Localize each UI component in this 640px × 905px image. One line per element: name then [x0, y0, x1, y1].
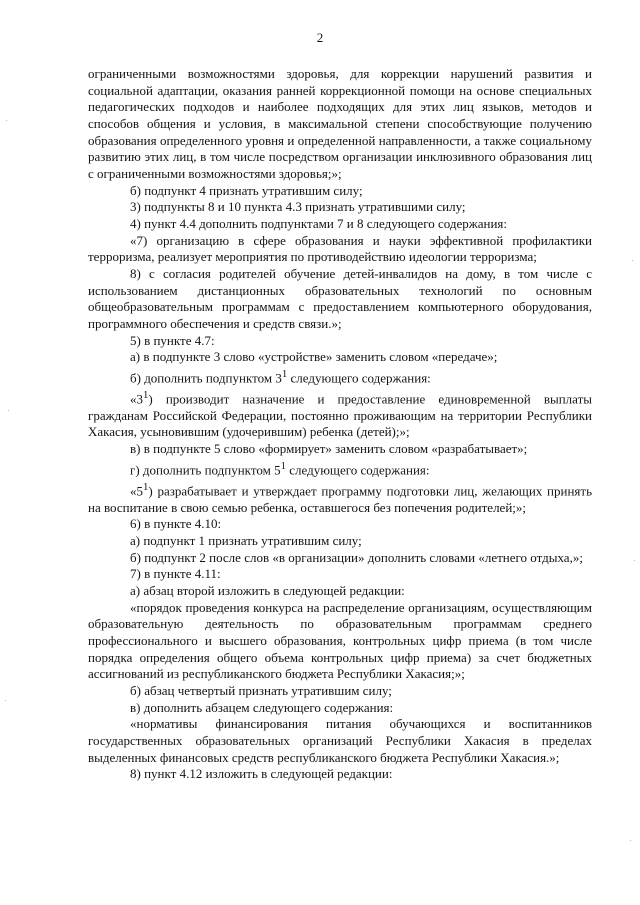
paragraph: в) дополнить абзацем следующего содержания: — [130, 699, 394, 715]
superscript: 1 — [281, 367, 288, 380]
page-number: 2 — [316, 30, 324, 45]
paragraph — [88, 479, 592, 517]
paragraph: «7) организацию в сфере образования и науки эффективной профилактики терроризма, реализует мероприятия по противодействию идеологии терроризма; — [88, 232, 592, 265]
paragraph: а) в подпункте 3 слово «устройстве» заменить словом «передаче»; — [130, 349, 498, 365]
paragraph: ограниченными возможностями здоровья, для коррекции нарушений развития и социальной адаптации, оказания ранней коррекционной помощи на основе специальных педагогических подходов и наиболее подходящих для этих лиц языков, методов и способов общения и условия, в максимальной степени способствующие получению образования определенного уровня и определенной направленности, а также социальному развитию этих лиц, в том числе посредством организации инклюзивного образования лиц с ограниченными возможностями здоровья;»; — [88, 66, 592, 181]
paragraph: а) абзац второй изложить в следующей редакции: — [130, 583, 405, 598]
paragraph: 4) пункт 4.4 дополнить подпунктами 7 и 8 следующего содержания: — [130, 215, 507, 231]
paragraph-text: «5 — [130, 483, 143, 499]
paragraph-text: г) дополнить подпунктом 5 — [130, 462, 281, 478]
paragraph: «порядок проведения конкурса на распределение организациям, осуществляющим образовательную деятельность по образовательным программам среднего профессионального и высшего образования, контрольных цифр приема (в том числе порядка определения общего объема контрольных цифр приема) за счет бюджетных ассигнований из республиканского бюджета Республики Хакасия;»; — [88, 599, 592, 682]
paragraph: а) подпункт 1 признать утратившим силу; — [130, 533, 362, 549]
paragraph: «нормативы финансирования питания обучающихся и воспитанников государственных образовательных организаций Республики Хакасия в пределах выделенных финансовых средств республиканского бюджета Республики Хакасия.»; — [88, 716, 592, 765]
document-body — [88, 66, 592, 783]
superscript: 1 — [280, 459, 286, 472]
paragraph: б) абзац четвертый признать утратившим силу; — [130, 682, 392, 698]
paragraph — [88, 366, 592, 387]
paragraph: 6) в пункте 4.10: — [130, 516, 222, 532]
paragraph-text: следующего содержания: — [287, 370, 431, 386]
superscript: 1 — [143, 480, 149, 493]
paragraph: 3) подпункты 8 и 10 пункта 4.3 признать утратившими силу; — [130, 199, 466, 215]
paragraph-text: ) производит назначение и предоставление единовременной выплаты гражданам Российской Федерации, постоянно проживающим на территории Республики Хакасия, усыновившим (удочерившим) ребенка (детей);»; — [88, 391, 592, 440]
paragraph — [88, 458, 592, 479]
paragraph: 8) с согласия родителей обучение детей-инвалидов на дому, в том числе с использованием дистанционных образовательных технологий по основным общеобразовательным программам с предоставлением компьютерного оборудования, программного обеспечения и средств связи.»; — [88, 265, 592, 331]
paragraph-text: следующего содержания: — [286, 462, 430, 478]
paragraph: б) подпункт 4 признать утратившим силу; — [130, 182, 363, 198]
paragraph-text: б) дополнить подпунктом 3 — [130, 370, 282, 386]
superscript: 1 — [143, 388, 149, 401]
paragraph: 7) в пункте 4.11: — [130, 566, 221, 582]
paragraph: б) подпункт 2 после слов «в организации» дополнить словами «летнего отдыха,»; — [130, 549, 583, 565]
paragraph: в) в подпункте 5 слово «формирует» заменить словом «разрабатывает»; — [130, 441, 528, 457]
paragraph — [88, 387, 592, 441]
paragraph-text: «3 — [130, 391, 143, 407]
paragraph: 5) в пункте 4.7: — [130, 332, 215, 348]
paragraph: 8) пункт 4.12 изложить в следующей редакции: — [130, 766, 393, 782]
paragraph-text: ) разрабатывает и утверждает программу подготовки лиц, желающих принять на воспитание в свою семью ребенка, оставшегося без попечения родителей;»; — [88, 483, 592, 515]
